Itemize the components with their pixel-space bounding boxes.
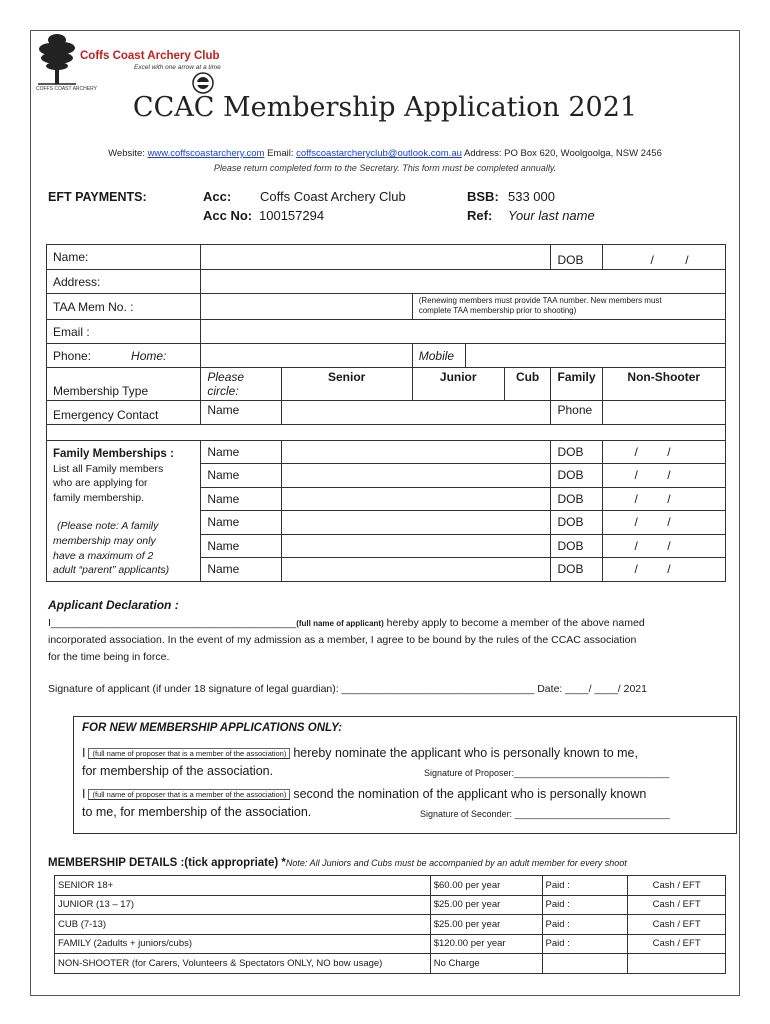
bsb-value: 533 000 [508,189,555,204]
membership-method-cell: Cash / EFT [628,895,726,915]
home-phone-field[interactable] [201,344,412,368]
emergency-name-field[interactable] [281,401,551,425]
membership-paid-cell: Paid : [542,895,628,915]
taa-note: (Renewing members must provide TAA number. New members must complete TAA membership prior to shooting) [412,294,725,320]
membership-type-cell: FAMILY (2adults + juniors/cubs) [55,934,431,954]
family-dob-label-1: DOB [551,441,602,464]
declaration-line-2: incorporated association. In the event of my admission as a member, I agree to be bound by the rules of the CCAC association [48,634,637,646]
family-dob-label-5: DOB [551,534,602,558]
eft-label: EFT PAYMENTS: [48,190,147,204]
family-name-label-4: Name [201,511,281,535]
family-dob-label-2: DOB [551,464,602,488]
family-name-field-4[interactable] [281,511,551,535]
page-title: CCAC Membership Application 2021 [132,92,638,123]
logo-small-text: COFFS COAST ARCHERY [36,86,97,92]
family-dob-field-3[interactable]: / / [602,487,726,511]
website-label: Website: [108,148,145,159]
email-label-cell: Email : [47,320,201,344]
membership-option-row[interactable] [55,954,726,974]
return-note: Please return completed form to the Secretary. This form must be completed annually. [213,163,557,173]
email-label: Email: [267,148,294,159]
postal-address: Address: PO Box 620, Woolgoolga, NSW 2456 [464,148,662,159]
declaration-title: Applicant Declaration : [48,598,179,612]
ref-label: Ref: [467,208,493,223]
spacer-row [47,425,726,441]
proposer-name-field[interactable]: (full name of proposer that is a member of the association) [88,748,290,759]
family-dob-field-6[interactable]: / / [602,558,726,582]
membership-paid-cell: Paid : [542,915,628,935]
proposer-signature[interactable]: Signature of Proposer:_______________________________ [424,768,670,778]
membership-method-cell: Cash / EFT [628,934,726,954]
please-circle-label: Please circle: [201,368,281,401]
membership-type-cell: JUNIOR (13 – 17) [55,895,431,915]
emergency-phone-label: Phone [551,401,602,425]
family-dob-label-3: DOB [551,487,602,511]
seconder-line-2: to me, for membership of the association. [82,805,312,819]
logo-tagline: Excel with one arrow at a time [134,64,221,71]
emergency-name-label: Name [201,401,281,425]
dob-label: DOB [551,245,602,270]
family-dob-field-1[interactable]: / / [602,441,726,464]
applicant-signature-line[interactable]: Signature of applicant (if under 18 signature of legal guardian): _________________________________ Date: ____/ ____/ 2021 [48,683,647,695]
membership-type-cell: SENIOR 18+ [55,876,431,896]
new-membership-title: FOR NEW MEMBERSHIP APPLICATIONS ONLY: [82,722,343,734]
contact-info [0,148,770,159]
email-field[interactable] [201,320,726,344]
acc-value: Coffs Coast Archery Club [260,189,406,204]
name-field[interactable] [201,245,551,270]
applicant-name-blank[interactable]: __________________________________________ [50,617,297,629]
membership-method-cell: Cash / EFT [628,915,726,935]
proposer-line-2: for membership of the association. [82,764,274,778]
family-dob-label-4: DOB [551,511,602,535]
membership-paid-cell: Paid : [542,934,628,954]
family-dob-field-2[interactable]: / / [602,464,726,488]
membership-price-cell: $25.00 per year [430,915,542,935]
membership-option-row[interactable] [55,876,726,896]
membership-paid-cell: Paid : [542,876,628,896]
dob-field[interactable]: / / [602,245,726,270]
mobile-field[interactable] [465,344,725,368]
membership-details-title: MEMBERSHIP DETAILS :(tick appropriate) *Note: All Juniors and Cubs must be accompanied by an adult member for every shoot [48,857,627,869]
seconder-line: I (full name of proposer that is a member of the association) second the nomination of the applicant who is personally known [82,787,647,801]
taa-field[interactable] [201,294,412,320]
family-name-label-5: Name [201,534,281,558]
family-name-field-1[interactable] [281,441,551,464]
declaration-line-3: for the time being in force. [48,651,170,663]
type-cub[interactable]: Cub [504,368,551,401]
membership-method-cell: Cash / EFT [628,876,726,896]
bsb-label: BSB: [467,189,499,204]
family-name-field-6[interactable] [281,558,551,582]
membership-price-cell: No Charge [430,954,542,974]
family-dob-label-6: DOB [551,558,602,582]
type-family[interactable]: Family [551,368,602,401]
emergency-label: Emergency Contact [47,401,201,425]
seconder-name-field[interactable]: (full name of proposer that is a member of the association) [88,789,290,800]
family-title: Family Memberships : [53,448,174,460]
new-membership-box [73,716,737,834]
emergency-phone-field[interactable] [602,401,726,425]
mobile-label: Mobile [412,344,465,368]
family-name-field-3[interactable] [281,487,551,511]
proposer-line: I (full name of proposer that is a member of the association) hereby nominate the applicant who is personally known to me, [82,746,638,760]
membership-price-cell: $120.00 per year [430,934,542,954]
club-logo [34,32,224,94]
family-name-field-5[interactable] [281,534,551,558]
family-memberships-info: Family Memberships : List all Family members who are applying for family membership. (Please note: A family membership may only have a maximum of 2 adult “parent” applicants) [47,441,201,582]
tree-icon [34,32,80,86]
declaration-line-1: I__________________________________________(full name of applicant) hereby apply to become a member of the above named [48,617,645,629]
family-dob-field-5[interactable]: / / [602,534,726,558]
membership-price-cell: $25.00 per year [430,895,542,915]
phone-label: Phone: Home: [47,344,201,368]
membership-type-cell: NON-SHOOTER (for Carers, Volunteers & Spectators ONLY, NO bow usage) [55,954,431,974]
address-field[interactable] [201,270,726,294]
family-name-label-3: Name [201,487,281,511]
home-label: Home: [131,348,167,363]
type-non-shooter[interactable]: Non-Shooter [602,368,726,401]
type-senior[interactable]: Senior [281,368,412,401]
family-name-label-6: Name [201,558,281,582]
membership-details-table [54,875,726,974]
membership-option-row[interactable] [55,934,726,954]
membership-option-row[interactable] [55,895,726,915]
badge-icon [192,72,214,94]
taa-label: TAA Mem No. : [47,294,201,320]
membership-type-label: Membership Type [47,368,201,401]
membership-paid-cell [542,954,628,974]
family-name-label-2: Name [201,464,281,488]
name-label: Name: [47,245,201,270]
ref-value: Your last name [508,208,595,223]
membership-method-cell [628,954,726,974]
applicant-form-table [46,244,726,582]
email-link[interactable]: coffscoastarcheryclub@outlook.com.au [296,148,462,159]
logo-club-name: Coffs Coast Archery Club [80,50,220,62]
membership-price-cell: $60.00 per year [430,876,542,896]
accno-value: 100157294 [259,208,325,223]
family-name-field-2[interactable] [281,464,551,488]
membership-details-note: Note: All Juniors and Cubs must be accompanied by an adult member for every shoot [285,858,627,868]
acc-label: Acc: [203,189,232,204]
family-dob-field-4[interactable]: / / [602,511,726,535]
type-junior[interactable]: Junior [412,368,504,401]
website-link[interactable]: www.coffscoastarchery.com [147,148,265,159]
accno-label: Acc No: [203,208,253,223]
seconder-signature[interactable]: Signature of Seconder: _______________________________ [420,809,670,819]
address-label: Address: [47,270,201,294]
membership-option-row[interactable] [55,915,726,935]
family-name-label-1: Name [201,441,281,464]
membership-type-cell: CUB (7-13) [55,915,431,935]
